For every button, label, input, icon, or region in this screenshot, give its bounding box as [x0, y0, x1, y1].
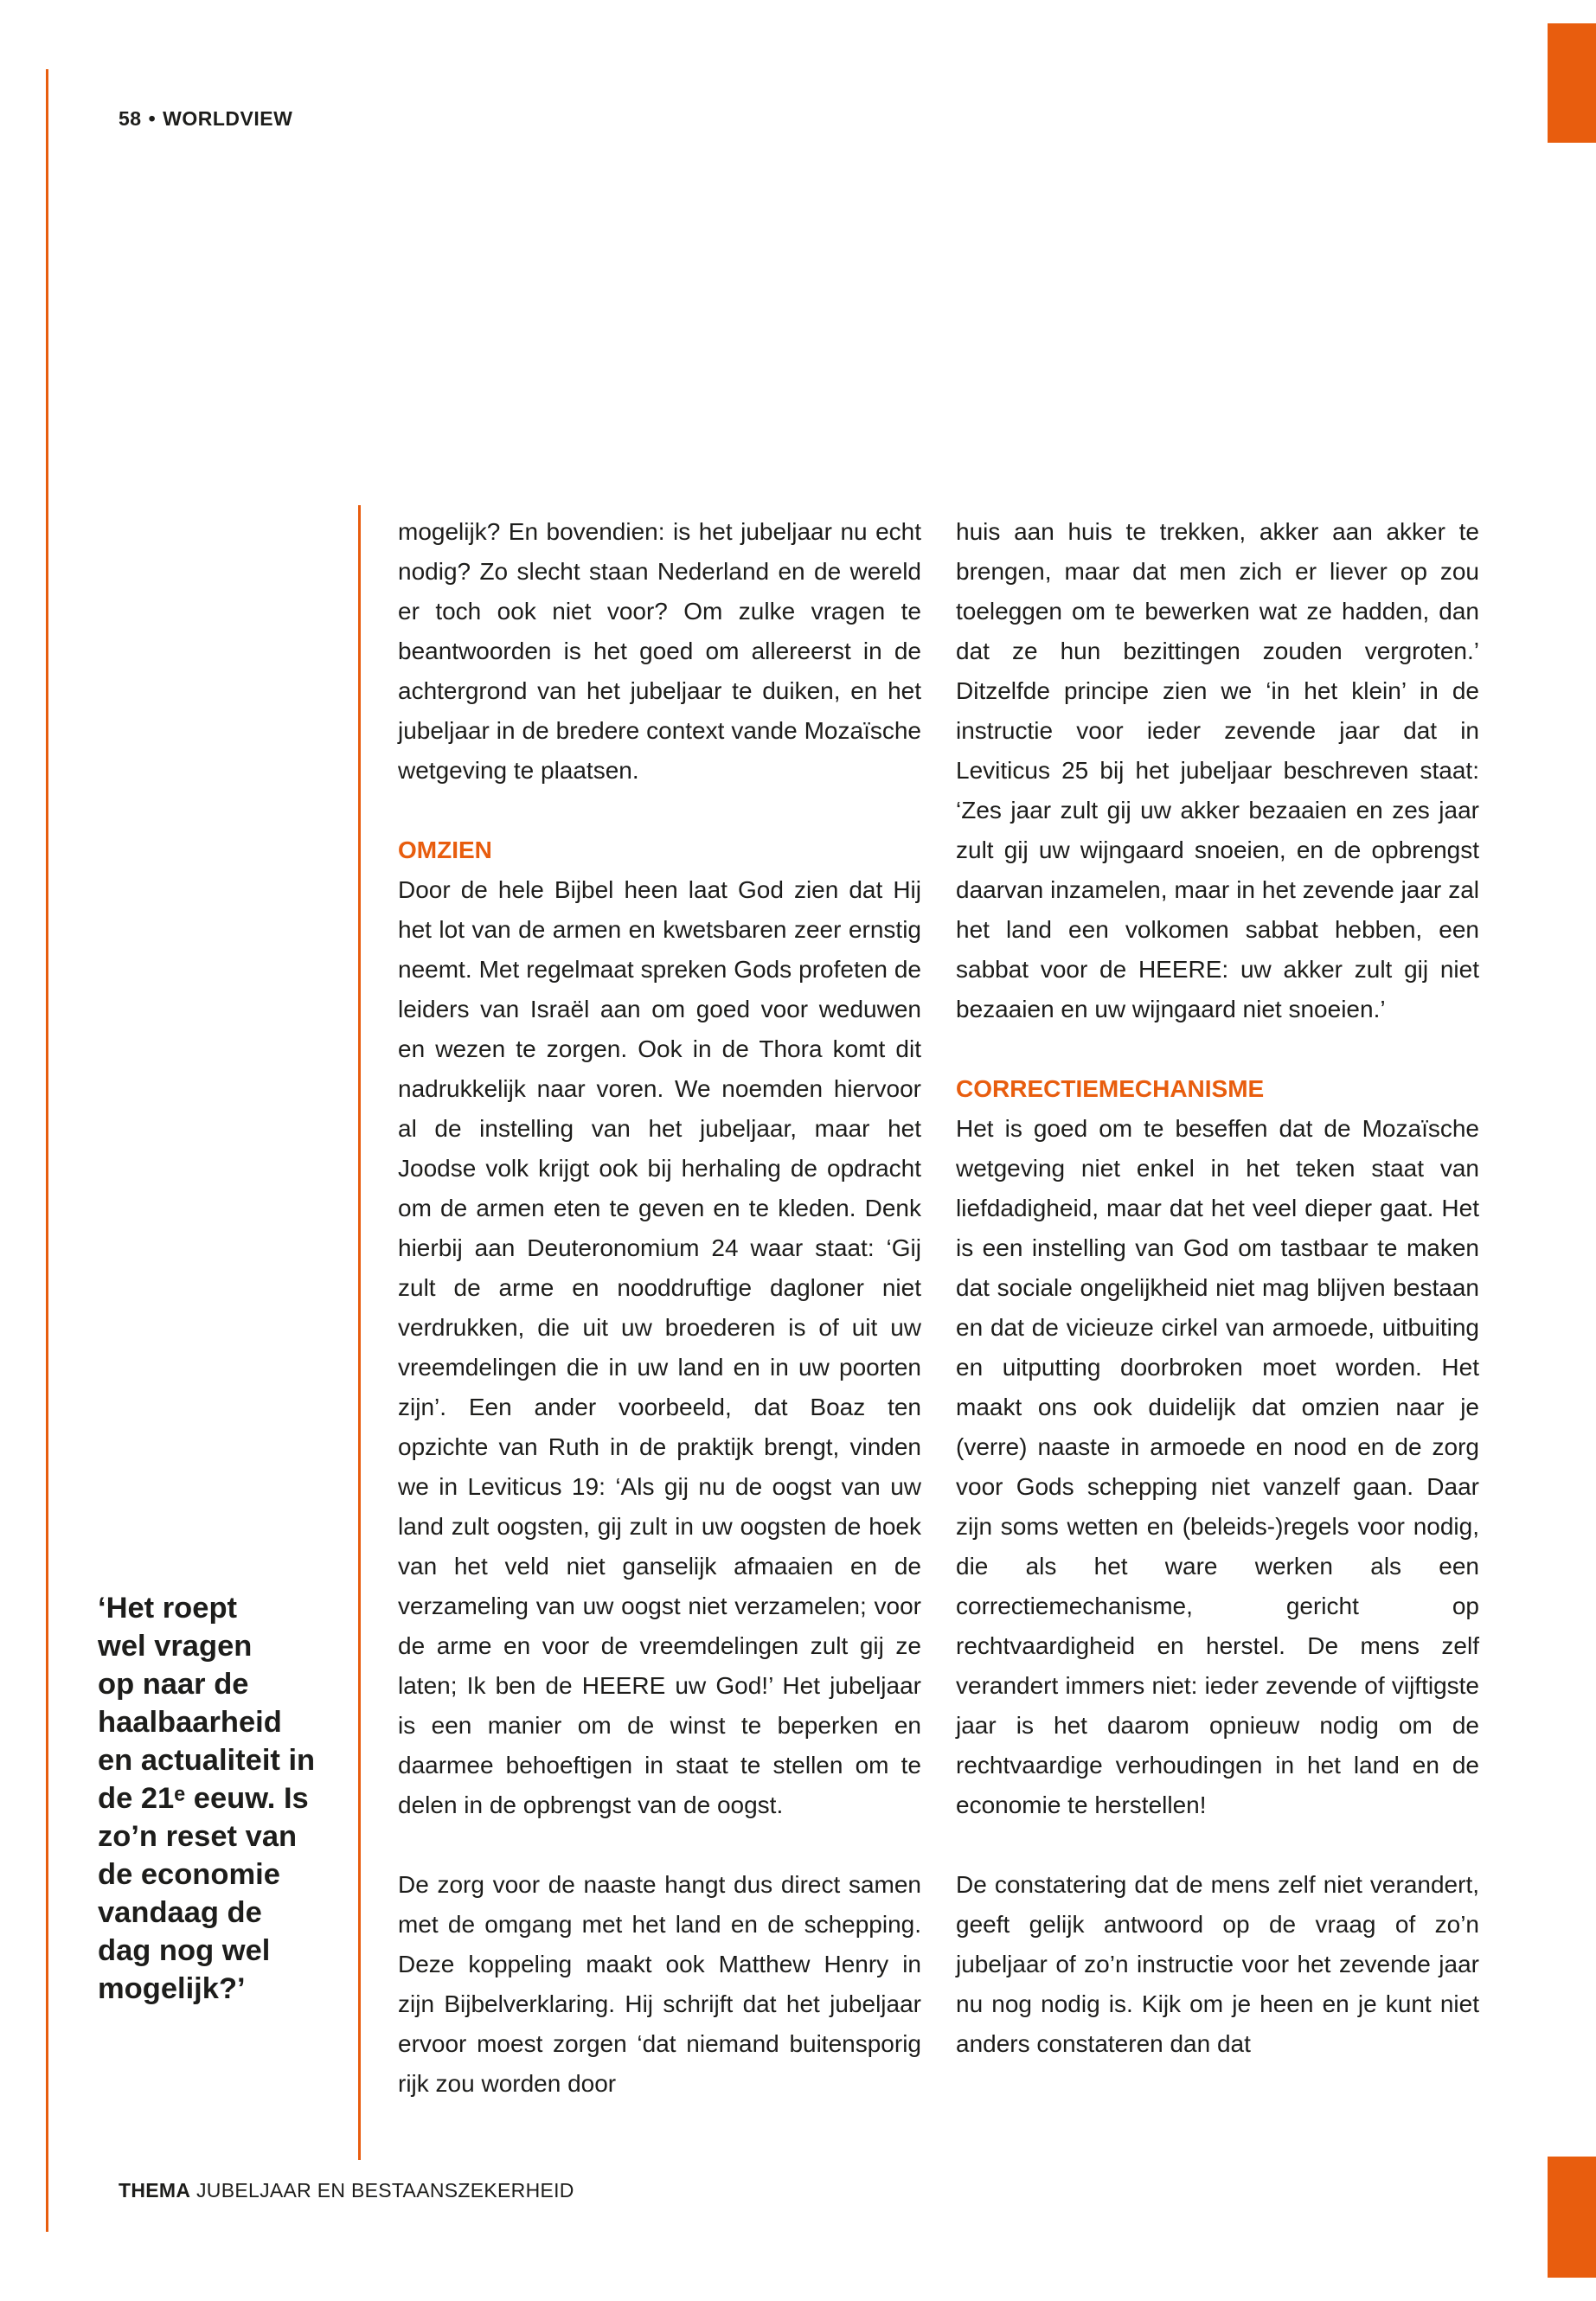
left-margin-rule — [46, 69, 48, 2232]
orange-edge-tab-bottom — [1548, 2157, 1596, 2278]
running-header — [119, 107, 292, 131]
pullquote-divider-rule — [358, 505, 361, 2160]
text-column-right — [956, 512, 1479, 2064]
running-footer — [119, 2179, 574, 2202]
section-heading-omzien: OMZIEN — [398, 836, 492, 863]
section-name: WORLDVIEW — [163, 107, 293, 130]
paragraph: mogelijk? En bovendien: is het jubeljaar nu echt nodig? Zo slecht staan Nederland en de wereld er toch ook niet voor? Om zulke vragen te beantwoorden is het goed om allereerst in de achtergrond van het jubeljaar te duiken, en het jubeljaar in de bredere context vande Mozaïsche wetgeving te plaatsen. — [398, 518, 921, 784]
paragraph: Het is goed om te beseffen dat de Mozaïsche wetgeving niet enkel in het teken staat van liefdadigheid, maar dat het veel dieper gaat. Het is een instelling van God om tastbaar te maken dat sociale ongelijkheid niet mag blijven bestaan en dat de vicieuze cirkel van armoede, uitbuiting en uitputting doorbroken moet worden. Het maakt ons ook duidelijk dat omzien naar je (verre) naaste in armoede en nood en de zorg voor Gods schepping niet vanzelf gaan. Daar zijn soms wetten en (beleids-)regels voor nodig, die als het ware werken als een correctiemechanisme, gericht op rechtvaardigheid en herstel. De mens zelf verandert immers niet: ieder zevende of vijftigste jaar is het daarom opnieuw nodig om de rechtvaardige verhoudingen in het land en de economie te herstellen! — [956, 1115, 1479, 1818]
paragraph: De constatering dat de mens zelf niet verandert, geeft gelijk antwoord op de vraag of zo’n jubeljaar of zo’n instructie voor het zevende jaar nu nog nodig is. Kijk om je heen en je kunt niet anders constateren dan dat — [956, 1871, 1479, 2057]
page-number: 58 — [119, 107, 142, 130]
footer-label: THEMA — [119, 2179, 191, 2202]
text-column-left — [398, 512, 921, 2104]
paragraph: Door de hele Bijbel heen laat God zien dat Hij het lot van de armen en kwetsbaren zeer ernstig neemt. Met regelmaat spreken Gods profeten de leiders van Israël aan om goed voor weduwen en wezen te zorgen. Ook in de Thora komt dit nadrukkelijk naar voren. We noemden hiervoor al de instelling van het jubeljaar, maar het Joodse volk krijgt ook bij herhaling de opdracht om de armen eten te geven en te kleden. Denk hierbij aan Deuteronomium 24 waar staat: ‘Gij zult de arme en nooddruftige dagloner niet verdrukken, die uit uw broederen is of uit uw vreemdelingen die in uw land en in uw poorten zijn’. Een ander voorbeeld, dat Boaz ten opzichte van Ruth in de praktijk brengt, vinden we in Leviticus 19: ‘Als gij nu de oogst van uw land zult oogsten, gij zult in uw oogsten de hoek van het veld niet ganselijk afmaaien en de verzameling van uw oogst niet verzamelen; voor de arme en voor de vreemdelingen zult gij ze laten; Ik ben de HEERE uw God!’ Het jubeljaar is een manier om de winst te beperken en daarmee behoeftigen in staat te stellen om te delen in de opbrengst van de oogst. — [398, 876, 921, 1818]
header-separator: • — [148, 107, 157, 130]
footer-title: JUBELJAAR EN BESTAANSZEKERHEID — [195, 2179, 574, 2202]
paragraph: De zorg voor de naaste hangt dus direct samen met de omgang met het land en de schepping. Deze koppeling maakt ook Matthew Henry in zijn Bijbelverklaring. Hij schrijft dat het jubeljaar ervoor moest zorgen ‘dat niemand buitensporig rijk zou worden door — [398, 1871, 921, 2097]
orange-edge-tab-top — [1548, 23, 1596, 143]
section-heading-correctiemechanisme: CORRECTIEMECHANISME — [956, 1075, 1265, 1102]
pull-quote: ‘Het roept wel vragen op naar de haalbaarheid en actualiteit in de 21ᵉ eeuw. Is zo’n reset van de economie vandaag de dag nog wel mogelijk?’ — [98, 1592, 316, 2005]
paragraph: huis aan huis te trekken, akker aan akker te brengen, maar dat men zich er liever op zou toeleggen om te bewerken wat ze hadden, dan dat ze hun bezittingen zouden vergroten.’ Ditzelfde principe zien we ‘in het klein’ in de instructie voor ieder zevende jaar dat in Leviticus 25 bij het jubeljaar beschreven staat: ‘Zes jaar zult gij uw akker bezaaien en zes jaar zult gij uw wijngaard snoeien, en de opbrengst daarvan inzamelen, maar in het zevende jaar zal het land een volkomen sabbat hebben, een sabbat voor de HEERE: uw akker zult gij niet bezaaien en uw wijngaard niet snoeien.’ — [956, 518, 1479, 1022]
